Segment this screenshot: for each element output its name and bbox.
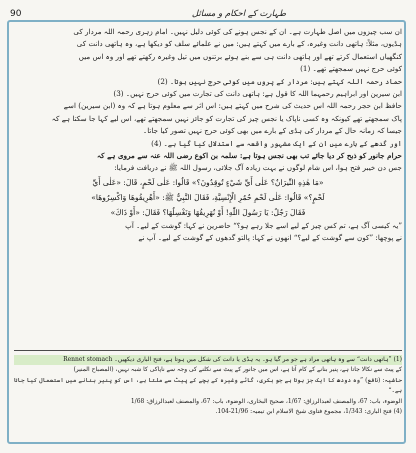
text-line: پاک سمجھتے تھے کیونکہ وہ کسی ناپاک یا نجس چیز کی تجارت کو جائز نہیں سمجھتے تھے، اس لیے کہا جا سکتا ہے کہ [51, 113, 402, 123]
text-line: جس دن خیبر فتح ہوا، اس شام لوگوں نے بہت زیادہ آگ جلائی، رسول اللہ ﷺ نے دریافت فرمایا: [114, 163, 402, 173]
text-line: جیسا کہ زمانہ حال کے مردار کی ہڈی کے بارے میں بھی کوئی حرج نہیں تصور کیا جاتا۔ [143, 126, 402, 136]
main-text [14, 26, 402, 245]
running-title: طہارت کے احکام و مسائل [191, 9, 286, 19]
text-line: نے پوچھا: ”کون سے گوشت کے لیے؟“ انھوں نے کہا: پالتو گدھوں کے گوشت کے لیے۔ آپ نے [138, 233, 402, 243]
page-number: 90 [10, 9, 22, 19]
text-line: ہڈیوں، مثلاً: ہاتھی دانت وغیرہ، کے بارے میں کہتے ہیں: میں نے علمائے سلف کو دیکھا ہے، وہ ہاتھی دانت کی [76, 39, 402, 49]
text-line: حافظ ابن حجر رحمہ اللہ اس حدیث کی شرح میں کہتے ہیں: اس اثر سے معلوم ہوتا ہے کہ وہ (ابن سیرین) اسے [63, 101, 402, 111]
text-line: حماد رحمہ اللہ کہتے ہیں: مردار کے پروں میں کوئی حرج نہیں ہوتا۔ (2) [157, 76, 402, 86]
arabic-hadith-line: فَقَالَ رَجُلٌ: يَا رَسُولَ اللّٰهِ! أَوْ نُهَرِيقُهَا وَنَغْسِلُهَا؟ فَقَالَ: «أَوْ ذَاكَ» [110, 207, 306, 217]
footnote: حاشیہ: (نافع) ”وہ دودھ کا ایک جز ہوتا ہے جو بکری، گائے وغیرہ کے بچے کے پیٹ سے ملتا ہے، اس کو پنیر بنانے میں استعمال کیا جاتا ہے۔“ [14, 376, 402, 395]
footnote: (4) فتح الباری: 1/343، مجموع فتاوی شیخ الاسلام ابن تیمیہ: 21/96-104. [215, 408, 402, 416]
footnote: کے پیٹ سے نکالا جاتا ہے، پنیر بنانے کے کام آتا ہے، اس میں جانور کے پیٹ سے نکلنے کی وجہ سے ناپاکی کا شبہ نہیں، (المصباح المنیر) [73, 366, 402, 374]
text-line: اور گدھے کے بارے میں ان کے ایک مشہور واقعہ سے استدلال کیا گیا ہے۔ (4) [151, 138, 402, 148]
footnote: (1) ”ہاتھی دانت“ سے وہ ہاتھی مراد ہے جو مر گیا ہو۔ یہ ہڈی یا دانت کی شکل میں ہوتا ہے، فتح الباری دیکھیں۔ Rennet stomach [14, 355, 402, 365]
text-line: کنگھیاں استعمال کرتے تھے اور ہاتھی دانت ہی سے بنے ہوئے برتنوں میں تیل وغیرہ رکھتے تھے اور وہ اس میں [78, 51, 402, 61]
footnote-divider [14, 350, 402, 351]
arabic-hadith-line: لَحْمٍ؟» قَالُوا: عَلٰى لَحْمِ حُمُرِ الْإِنْسِيَّةِ، فَقَالَ النَّبِيُّ ﷺ: «أَهْرِيقُوهَا وَاكْسِرُوهَا» [91, 192, 325, 202]
footnote: الوضوء، باب: 67، والمصنف لعبدالرزاق: 1/67، صحیح البخاری، الوضوء، باب: 67، والمصنف لعبدالرزاق: 1/68 [130, 397, 402, 405]
text-line: ”یہ کیسی آگ ہے، تم کس چیز کے لیے اسے جلا رہے ہو؟“ حاضرین نے کہا: گوشت کے لیے۔ آپ [125, 220, 402, 230]
text-line: کوئی حرج نہیں سمجھتے تھے۔ (1) [300, 64, 402, 74]
footnotes [14, 355, 402, 417]
page-header [10, 2, 406, 19]
arabic-hadith-line: «مَا هٰذِهِ النِّيرَانُ؟ عَلٰى أَيِّ شَيْءٍ تُوقِدُونَ؟» قَالُوا: عَلٰى لَحْمٍ، قَالَ: «عَلٰى أَيِّ [92, 177, 324, 187]
section-heading: حرام جانور کو ذبح کر دیا جائے تب بھی نجس ہوتا ہے: سلمہ بن اکوع رضی اللہ عنہ سے مروی ہے کہ [96, 151, 402, 161]
text-line: ابن سیرین اور ابراہیم رحمہما اللہ کا قول ہے: ہاتھی دانت کی تجارت میں کوئی حرج نہیں۔ (3) [113, 89, 402, 99]
text-line: ان سب چیزوں میں اصل طہارت ہے۔ ان کے نجس ہونے کی کوئی دلیل نہیں۔ امام زہری رحمہ اللہ مردار کی [73, 27, 402, 36]
